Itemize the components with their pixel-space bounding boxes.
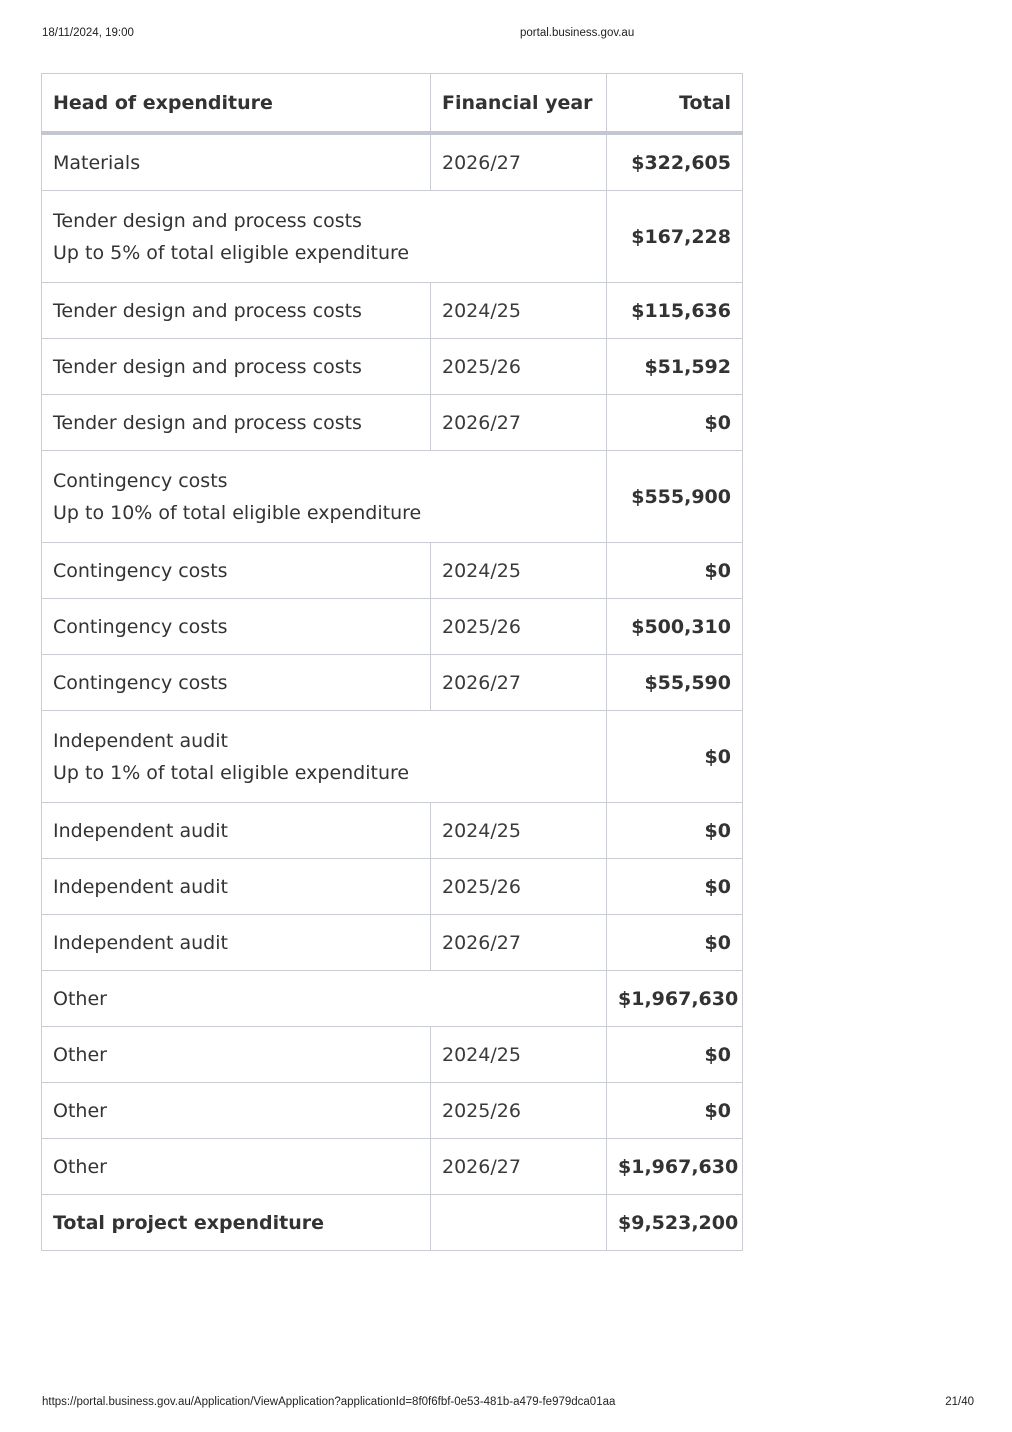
table-row bbox=[42, 1083, 743, 1139]
total-cell: $0 bbox=[607, 803, 743, 859]
year-cell: 2025/26 bbox=[431, 859, 607, 915]
total-cell: $0 bbox=[607, 395, 743, 451]
column-header-year: Financial year bbox=[431, 74, 607, 134]
total-cell: $0 bbox=[607, 543, 743, 599]
total-cell: $555,900 bbox=[607, 451, 743, 543]
year-cell: 2025/26 bbox=[431, 339, 607, 395]
table-row bbox=[42, 339, 743, 395]
year-cell: 2024/25 bbox=[431, 543, 607, 599]
print-url: https://portal.business.gov.au/Application/ViewApplication?applicationId=8f0f6fbf-0e53-481b-a479-fe979dca01aa bbox=[42, 1396, 616, 1408]
head-cell: Tender design and process costs bbox=[42, 283, 431, 339]
column-header-total: Total bbox=[607, 74, 743, 134]
table-row bbox=[42, 971, 743, 1027]
head-cell bbox=[42, 451, 607, 543]
table-row bbox=[42, 283, 743, 339]
print-footer bbox=[42, 1396, 974, 1412]
year-cell: 2024/25 bbox=[431, 283, 607, 339]
table-row bbox=[42, 543, 743, 599]
head-cell: Other bbox=[42, 1083, 431, 1139]
total-cell: $115,636 bbox=[607, 283, 743, 339]
page-number: 21/40 bbox=[945, 1396, 974, 1408]
total-cell: $1,967,630 bbox=[607, 971, 743, 1027]
print-host: portal.business.gov.au bbox=[520, 27, 635, 39]
table-row bbox=[42, 1139, 743, 1195]
table-body bbox=[42, 133, 743, 1251]
head-cell: Independent audit bbox=[42, 915, 431, 971]
head-cell: Tender design and process costs bbox=[42, 339, 431, 395]
total-cell: $0 bbox=[607, 859, 743, 915]
head-cell: Tender design and process costs bbox=[42, 395, 431, 451]
head-label: Independent audit bbox=[53, 729, 228, 752]
table-header-row bbox=[42, 74, 743, 134]
year-cell: 2026/27 bbox=[431, 1139, 607, 1195]
head-cell bbox=[42, 711, 607, 803]
total-year bbox=[431, 1195, 607, 1251]
head-cell: Independent audit bbox=[42, 803, 431, 859]
total-cell: $0 bbox=[607, 1027, 743, 1083]
total-cell: $51,592 bbox=[607, 339, 743, 395]
year-cell: 2025/26 bbox=[431, 599, 607, 655]
head-cell: Contingency costs bbox=[42, 655, 431, 711]
year-cell: 2024/25 bbox=[431, 803, 607, 859]
year-cell: 2026/27 bbox=[431, 915, 607, 971]
head-cell: Contingency costs bbox=[42, 599, 431, 655]
table-row bbox=[42, 191, 743, 283]
table-row bbox=[42, 859, 743, 915]
head-cell: Materials bbox=[42, 133, 431, 191]
head-note: Up to 10% of total eligible expenditure bbox=[53, 501, 422, 524]
table-row bbox=[42, 915, 743, 971]
total-cell: $167,228 bbox=[607, 191, 743, 283]
table-row bbox=[42, 1027, 743, 1083]
table-row bbox=[42, 451, 743, 543]
table-row bbox=[42, 133, 743, 191]
head-label: Contingency costs bbox=[53, 469, 228, 492]
year-cell: 2026/27 bbox=[431, 395, 607, 451]
year-cell: 2025/26 bbox=[431, 1083, 607, 1139]
head-cell: Other bbox=[42, 1139, 431, 1195]
head-cell bbox=[42, 971, 607, 1027]
head-cell: Contingency costs bbox=[42, 543, 431, 599]
total-cell: $1,967,630 bbox=[607, 1139, 743, 1195]
table-row bbox=[42, 599, 743, 655]
total-cell: $500,310 bbox=[607, 599, 743, 655]
expenditure-table bbox=[41, 73, 743, 1251]
table-row bbox=[42, 711, 743, 803]
total-row bbox=[42, 1195, 743, 1251]
print-header bbox=[42, 27, 972, 43]
table-row bbox=[42, 395, 743, 451]
total-amount: $9,523,200 bbox=[607, 1195, 743, 1251]
year-cell: 2026/27 bbox=[431, 655, 607, 711]
table-row bbox=[42, 803, 743, 859]
head-note: Up to 1% of total eligible expenditure bbox=[53, 761, 410, 784]
column-header-head: Head of expenditure bbox=[42, 74, 431, 134]
total-cell: $55,590 bbox=[607, 655, 743, 711]
head-cell bbox=[42, 191, 607, 283]
total-cell: $0 bbox=[607, 711, 743, 803]
table-row bbox=[42, 655, 743, 711]
year-cell: 2024/25 bbox=[431, 1027, 607, 1083]
total-cell: $322,605 bbox=[607, 133, 743, 191]
total-label: Total project expenditure bbox=[42, 1195, 431, 1251]
head-cell: Other bbox=[42, 1027, 431, 1083]
print-datetime: 18/11/2024, 19:00 bbox=[42, 27, 134, 39]
head-cell: Independent audit bbox=[42, 859, 431, 915]
head-label: Tender design and process costs bbox=[53, 209, 362, 232]
year-cell: 2026/27 bbox=[431, 133, 607, 191]
head-label: Other bbox=[53, 987, 107, 1010]
head-note: Up to 5% of total eligible expenditure bbox=[53, 241, 410, 264]
total-cell: $0 bbox=[607, 1083, 743, 1139]
total-cell: $0 bbox=[607, 915, 743, 971]
